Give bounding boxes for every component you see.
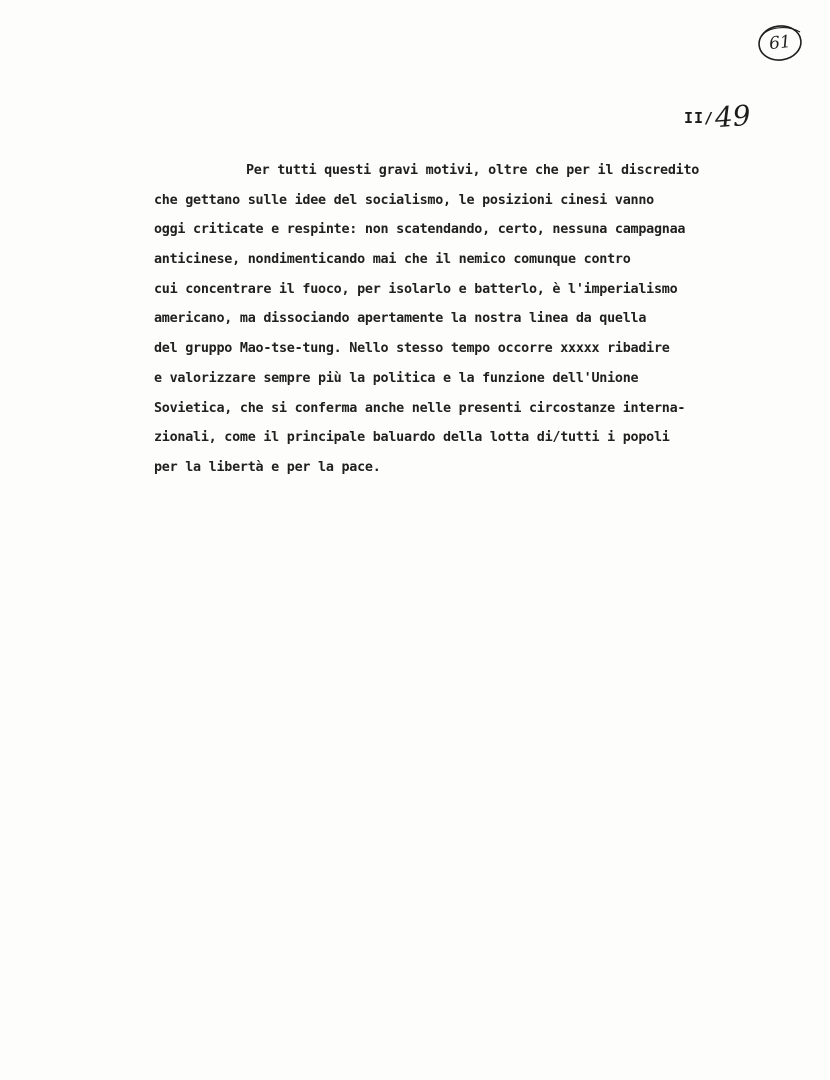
paragraph-line: che gettano sulle idee del socialismo, le posizioni cinesi vanno: [154, 192, 654, 208]
paragraph-line: del gruppo Mao-tse-tung. Nello stesso tempo occorre xxxxx ribadire: [154, 341, 670, 357]
page-number-typed: II/: [684, 109, 715, 127]
paragraph-line: cui concentrare il fuoco, per isolarlo e batterlo, è l'imperialismo: [154, 281, 678, 297]
body-paragraph: [154, 156, 826, 483]
paragraph-line: anticinese, nondimenticando mai che il nemico comunque contro: [154, 252, 631, 268]
paragraph-line: zionali, come il principale baluardo della lotta di/tutti i popoli: [154, 430, 670, 446]
paragraph-line: Per tutti questi gravi motivi, oltre che per il discredito: [246, 163, 700, 178]
paragraph-line: per la libertà e per la pace.: [154, 459, 381, 475]
paragraph-line: oggi criticate e respinte: non scatendando, certo, nessuna campagnaa: [154, 222, 686, 238]
archive-stamp: [756, 22, 804, 64]
paragraph-line: americano, ma dissociando apertamente la nostra linea da quella: [154, 311, 647, 327]
page-number: [684, 100, 751, 136]
paragraph-line: e valorizzare sempre più la politica e la funzione dell'Unione: [154, 370, 639, 386]
page-number-handwritten: 49: [713, 98, 752, 134]
paragraph-line: Sovietica, che si conferma anche nelle presenti circostanze interna-: [154, 400, 686, 416]
archive-stamp-number: 61: [768, 31, 792, 55]
